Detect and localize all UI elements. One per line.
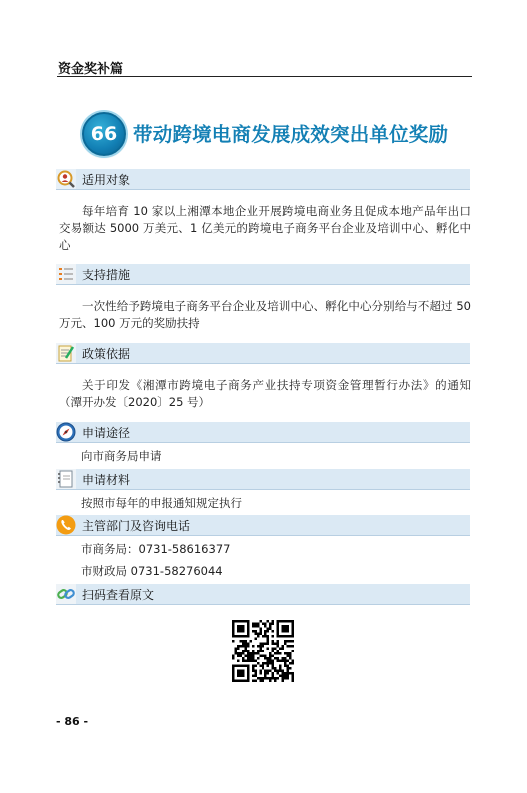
route-body: 向市商务局申请 [81,449,162,463]
page-number: - 86 - [56,715,89,728]
policy-body: 关于印发《湘潭市跨境电子商务产业扶持专项资金管理暂行办法》的通知（潭开办发〔2020〕25 号） [59,378,471,409]
section-label: 政策依据 [82,347,131,361]
section-label: 申请材料 [82,473,131,487]
qr-code[interactable] [232,620,294,682]
section-label: 申请途径 [82,426,131,440]
compass-icon [56,422,76,442]
title-text: 带动跨境电商发展成效突出单位奖励 [133,123,449,146]
notebook-icon [56,469,76,489]
link-icon [56,584,76,604]
item-number-badge: 66 [82,112,126,156]
section-label: 主管部门及咨询电话 [82,519,191,533]
section-header-materials [56,469,470,490]
phone-icon [56,515,76,535]
target-body: 每年培育 10 家以上湘潭本地企业开展跨境电商业务且促成本地产品年出口交易额达 5000 万美元、1 亿美元的跨境电子商务平台企业及培训中心、孵化中心 [59,204,471,252]
page-title [82,112,482,152]
section-label: 扫码查看原文 [82,588,155,602]
section-label: 支持措施 [82,268,131,282]
list-icon [56,264,76,284]
contact-line: 市商务局：0731-58616377 [81,542,231,556]
person-search-icon [56,169,76,189]
section-header-policy [56,343,470,364]
section-header-target [56,169,470,190]
document-pen-icon [56,343,76,363]
section-header-scan [56,584,470,605]
measures-body: 一次性给予跨境电子商务平台企业及培训中心、孵化中心分别给与不超过 50 万元、100 万元的奖励扶持 [59,299,471,330]
header-divider [57,76,472,77]
contact-line: 市财政局 0731-58276044 [81,564,223,578]
section-header-measures [56,264,470,285]
section-label: 适用对象 [82,173,131,187]
section-header-route [56,422,470,443]
chapter-header: 资金奖补篇 [58,62,124,77]
section-header-contact [56,515,470,536]
materials-body: 按照市每年的申报通知规定执行 [81,496,242,510]
